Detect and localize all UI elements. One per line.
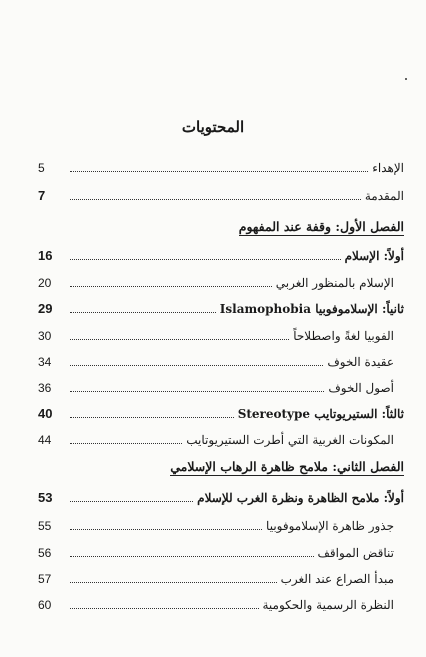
- dot-leader: [70, 443, 182, 444]
- page-number: 40: [38, 406, 53, 421]
- page-mark: [405, 78, 407, 80]
- toc-entry: [38, 244, 404, 264]
- entry-label: أولاً: الإسلام: [344, 249, 404, 263]
- page-number: 44: [38, 433, 52, 447]
- page-number: 56: [38, 546, 52, 560]
- dot-leader: [70, 365, 323, 366]
- dot-leader: [70, 529, 262, 530]
- dot-leader: [70, 556, 314, 557]
- dot-leader: [70, 582, 277, 583]
- dot-leader: [70, 199, 361, 200]
- toc-entry-dedication: [38, 156, 404, 176]
- entry-label: الفوبيا لغةً واصطلاحاً: [293, 329, 394, 343]
- entry-label: تناقض المواقف: [317, 546, 394, 560]
- page-number: 20: [38, 276, 52, 290]
- page-number: 34: [38, 355, 52, 369]
- toc-entry: [38, 486, 404, 506]
- toc-entry: [38, 514, 404, 534]
- toc-entry: [38, 567, 404, 587]
- page-number: 16: [38, 248, 53, 263]
- entry-label: أولاً: ملامح الظاهرة ونظرة الغرب للإسلام: [197, 491, 404, 505]
- entry-label: أصول الخوف: [328, 381, 394, 395]
- chapter-heading-text: الفصل الأول: وقفة عند المفهوم: [238, 219, 404, 234]
- toc-entry: [38, 428, 404, 448]
- toc-entry: [38, 593, 404, 613]
- toc-entry: [38, 350, 404, 370]
- toc-entry-introduction: [38, 184, 404, 204]
- page-number: 5: [38, 161, 45, 175]
- dot-leader: [70, 286, 272, 287]
- toc-entry: [38, 376, 404, 396]
- entry-label: الإهداء: [372, 161, 404, 175]
- page-number: 60: [38, 598, 52, 612]
- entry-label: ثالثاً: الستيريوتايب Stereotype: [237, 407, 404, 421]
- dot-leader: [70, 171, 368, 172]
- toc-entry: [38, 297, 404, 317]
- page-number: 55: [38, 519, 52, 533]
- entry-label: مبدأ الصراع عند الغرب: [280, 572, 394, 586]
- entry-label: الإسلام بالمنظور الغربي: [275, 276, 394, 290]
- entry-label: عقيدة الخوف: [327, 355, 394, 369]
- dot-leader: [70, 608, 259, 609]
- entry-label: المكونات الغربية التي أطرت الستيريوتايب: [186, 433, 394, 447]
- dot-leader: [70, 339, 289, 340]
- toc-entry: [38, 402, 404, 422]
- toc-entry: [38, 271, 404, 291]
- toc-entry: [38, 324, 404, 344]
- page-number: 30: [38, 329, 52, 343]
- chapter-heading-text: الفصل الثاني: ملامح ظاهرة الرهاب الإسلامي: [170, 459, 404, 474]
- dot-leader: [70, 417, 234, 418]
- dot-leader: [70, 391, 324, 392]
- page-number: 36: [38, 381, 52, 395]
- entry-label: المقدمة: [364, 189, 404, 203]
- entry-label: جذور ظاهرة الإسلاموفوبيا: [266, 519, 394, 533]
- page-number: 53: [38, 490, 53, 505]
- dot-leader: [70, 501, 193, 502]
- page-number: 57: [38, 572, 52, 586]
- entry-label: النظرة الرسمية والحكومية: [262, 598, 394, 612]
- page-number: 7: [38, 188, 46, 203]
- dot-leader: [70, 259, 341, 260]
- page-number: 29: [38, 301, 53, 316]
- chapter-heading-1: [38, 219, 404, 234]
- entry-label: ثانياً: الإسلاموفوبيا Islamophobia: [219, 302, 404, 316]
- chapter-heading-2: [38, 459, 404, 474]
- dot-leader: [70, 312, 216, 313]
- page-title: المحتويات: [181, 118, 245, 136]
- toc-entry: [38, 541, 404, 561]
